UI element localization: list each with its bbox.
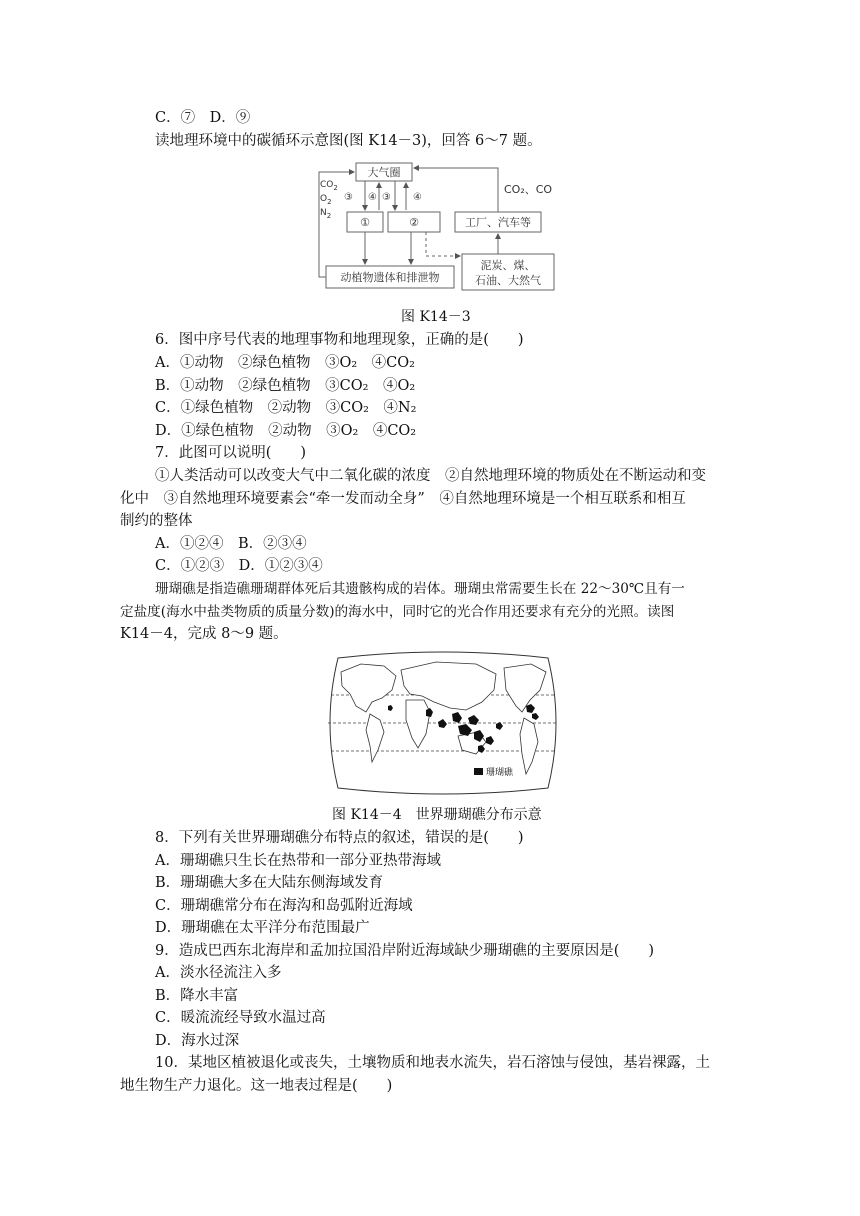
- q7-options-ab: A．①②④ B．②③④: [155, 536, 307, 552]
- line-2: 读地理环境中的碳循环示意图(图 K14－3)，回答 6～7 题。: [155, 133, 542, 149]
- marker-4a: ④: [368, 192, 377, 203]
- q6-option-b: B．①动物 ②绿色植物 ③CO₂ ④O₂: [155, 378, 416, 394]
- q8-option-b: B．珊瑚礁大多在大陆东侧海域发育: [155, 875, 384, 891]
- atmosphere-label: 大气圈: [367, 166, 401, 179]
- marker-3a: ③: [344, 192, 353, 203]
- q8-option-d: D．珊瑚礁在太平洋分布范围最广: [155, 920, 370, 936]
- q9-option-c: C．暖流流经导致水温过高: [155, 1010, 326, 1026]
- line-1: C．⑦ D．⑨: [155, 110, 251, 126]
- question-10-line-1: 10．某地区植被退化或丧失，土壤物质和地表水流失，岩石溶蚀与侵蚀，基岩裸露，土: [155, 1055, 710, 1071]
- coral-passage-3: K14－4，完成 8～9 题。: [120, 626, 288, 642]
- q9-option-b: B．降水丰富: [155, 988, 239, 1004]
- question-10-line-2: 地生物生产力退化。这一地表过程是( ): [120, 1078, 393, 1094]
- coral-passage-2: 定盐度(海水中盐类物质的质量分数)的海水中，同时它的光合作用还要求有充分的光照。读图: [120, 604, 675, 620]
- left-n2-label: N: [320, 208, 327, 218]
- figure-3-caption: 图 K14－3: [401, 309, 471, 325]
- question-6: 6．图中序号代表的地理事物和地理现象，正确的是( ): [155, 332, 524, 348]
- svg-text:CO2: $CO_2$: [320, 180, 338, 192]
- svg-text:N2: $N_2$: [320, 208, 332, 220]
- left-co2-label: CO: [320, 180, 334, 190]
- question-7: 7．此图可以说明( ): [155, 445, 307, 461]
- question-8: 8．下列有关世界珊瑚礁分布特点的叙述，错误的是( ): [155, 830, 524, 846]
- fossil-label-2: 石油、大然气: [475, 274, 541, 287]
- remains-label: 动植物遗体和排泄物: [340, 271, 440, 284]
- box-2-label: ②: [409, 216, 419, 229]
- coral-passage-1: 珊瑚礁是指造礁珊瑚群体死后其遗骸构成的岩体。珊瑚虫常需要生长在 22～30℃且有一: [155, 581, 685, 597]
- fossil-label-1: 泥炭、煤、: [480, 259, 536, 272]
- svg-text:O2: $O_2$: [320, 194, 332, 206]
- factory-label: 工厂、汽车等: [465, 216, 531, 229]
- marker-3b: ③: [382, 192, 391, 203]
- marker-4b: ④: [413, 192, 422, 203]
- figure-4-caption: 图 K14－4 世界珊瑚礁分布示意: [332, 807, 542, 823]
- world-coral-map: [326, 650, 560, 796]
- box-1-label: ①: [360, 216, 370, 229]
- q7-text-2: 化中 ③自然地理环境要素会“牵一发而动全身” ④自然地理环境是一个相互联系和相互: [120, 491, 686, 507]
- right-gas-label: CO₂、CO: [504, 183, 553, 196]
- left-o2-label: O: [320, 194, 328, 204]
- q8-option-c: C．珊瑚礁常分布在海沟和岛弧附近海域: [155, 898, 413, 914]
- q9-option-a: A．淡水径流注入多: [155, 965, 282, 981]
- q6-option-a: A．①动物 ②绿色植物 ③O₂ ④CO₂: [155, 355, 415, 371]
- q6-option-d: D．①绿色植物 ②动物 ③O₂ ④CO₂: [155, 423, 417, 439]
- legend-swatch: [474, 768, 483, 775]
- carbon-cycle-diagram: [316, 160, 566, 294]
- q9-option-d: D．海水过深: [155, 1033, 240, 1049]
- q8-option-a: A．珊瑚礁只生长在热带和一部分亚热带海域: [155, 853, 441, 869]
- q7-options-cd: C．①②③ D．①②③④: [155, 558, 323, 574]
- q7-text-1: ①人类活动可以改变大气中二氧化碳的浓度 ②自然地理环境的物质处在不断运动和变: [155, 468, 706, 484]
- map-legend-label: 珊瑚礁: [486, 768, 514, 778]
- q7-text-3: 制约的整体: [120, 513, 193, 529]
- question-9: 9．造成巴西东北海岸和孟加拉国沿岸附近海域缺少珊瑚礁的主要原因是( ): [155, 943, 655, 959]
- q6-option-c: C．①绿色植物 ②动物 ③CO₂ ④N₂: [155, 400, 417, 416]
